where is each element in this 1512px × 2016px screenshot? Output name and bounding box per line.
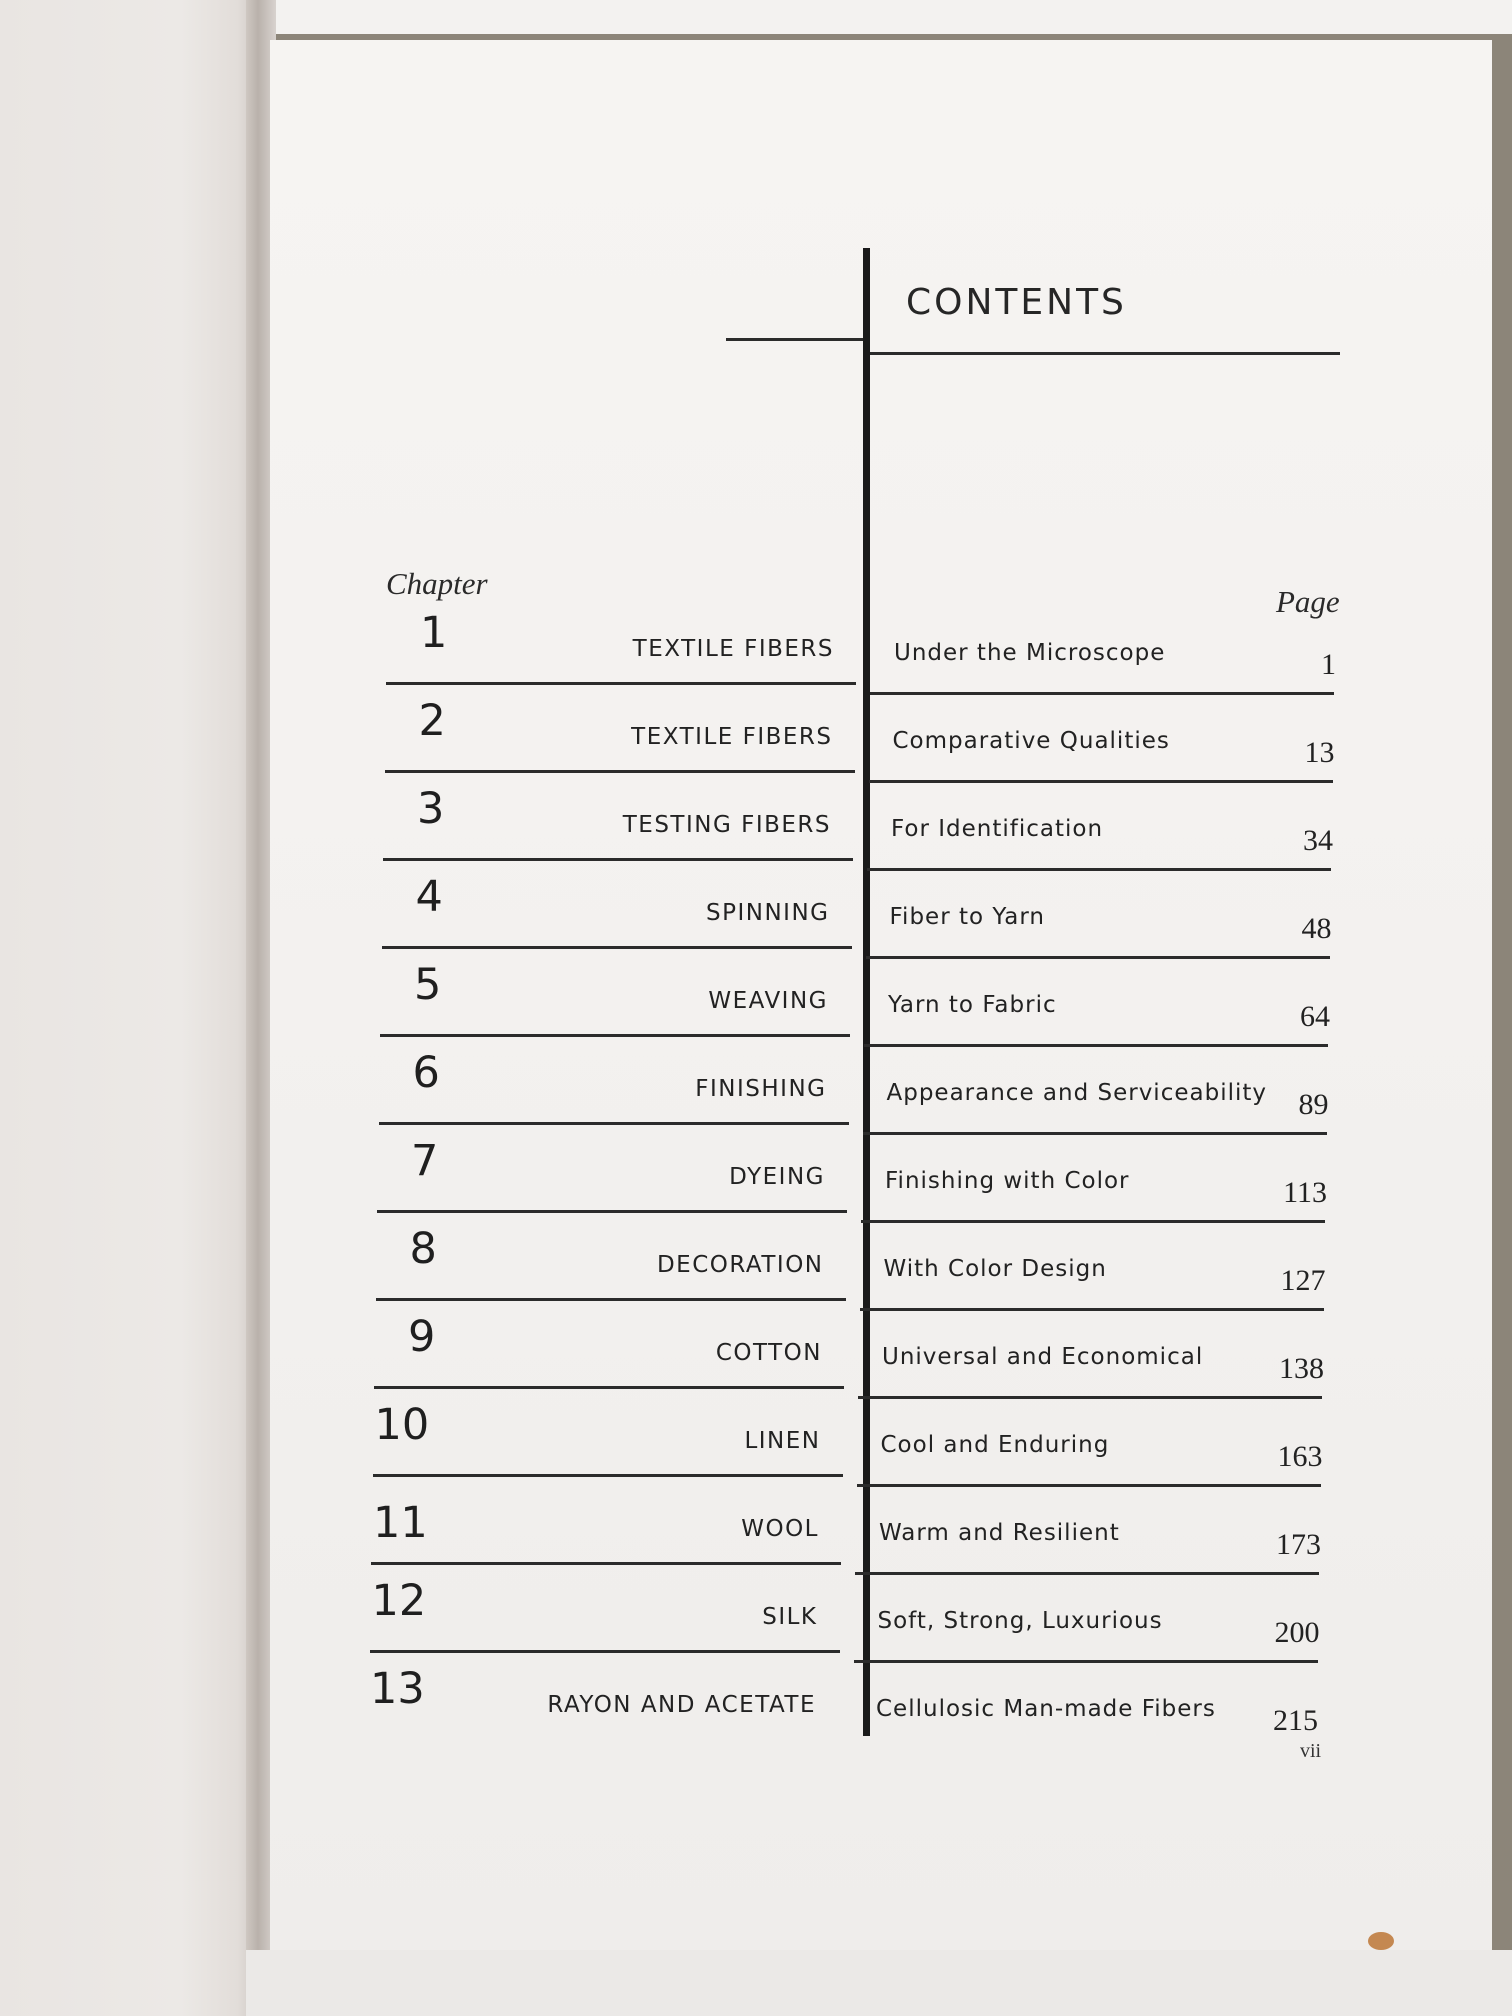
page-column-label: Page [1276, 584, 1340, 619]
row-rule-right [867, 868, 1331, 871]
chapter-subtitle: Comparative Qualities [892, 728, 1170, 754]
row-rule-right [870, 692, 1334, 695]
chapter-number: 8 [409, 1224, 437, 1274]
chapter-number: 7 [411, 1136, 439, 1186]
chapter-topic: LINEN [744, 1428, 821, 1454]
chapter-topic: WOOL [741, 1516, 819, 1542]
chapter-subtitle: Appearance and Serviceability [886, 1080, 1267, 1106]
chapter-topic: SILK [762, 1604, 818, 1630]
chapter-page-number: 138 [1279, 1352, 1324, 1385]
chapter-number: 11 [373, 1498, 428, 1548]
chapter-page-number: 64 [1300, 1000, 1330, 1033]
row-rule-right [861, 1220, 1325, 1223]
chapter-page-number: 48 [1301, 912, 1332, 945]
row-rule-left [382, 946, 852, 949]
row-rule-left [385, 770, 855, 773]
chapter-page-number: 34 [1303, 824, 1333, 857]
folio-number: vii [1300, 1740, 1322, 1762]
chapter-number: 3 [417, 784, 445, 834]
row-rule-right [866, 956, 1330, 959]
chapter-page-number: 13 [1304, 736, 1335, 769]
page-title: CONTENTS [906, 282, 1127, 323]
chapter-subtitle: Yarn to Fabric [888, 992, 1057, 1018]
chapter-number: 9 [408, 1312, 436, 1362]
chapter-page-number: 113 [1283, 1176, 1327, 1209]
chapter-topic: WEAVING [708, 988, 828, 1014]
row-rule-right [855, 1572, 1319, 1575]
heading-rule-right [870, 352, 1340, 355]
chapter-topic: FINISHING [695, 1076, 827, 1102]
row-rule-right [857, 1484, 1321, 1487]
chapter-subtitle: Soft, Strong, Luxurious [877, 1608, 1163, 1634]
chapter-number: 1 [420, 608, 448, 658]
chapter-subtitle: Fiber to Yarn [889, 904, 1045, 930]
row-rule-right [869, 780, 1333, 783]
chapter-page-number: 1 [1321, 648, 1336, 681]
chapter-subtitle: Warm and Resilient [879, 1520, 1120, 1546]
chapter-subtitle: With Color Design [883, 1256, 1107, 1282]
table-surface [246, 1950, 1512, 2016]
chapter-column-label: Chapter [386, 566, 488, 601]
chapter-subtitle: Cellulosic Man-made Fibers [876, 1696, 1216, 1722]
paper-stain [1368, 1932, 1394, 1950]
row-rule-left [380, 1034, 850, 1037]
row-rule-left [386, 682, 856, 685]
chapter-number: 13 [370, 1664, 425, 1714]
chapter-topic: TEXTILE FIBERS [631, 724, 833, 750]
center-divider [863, 248, 870, 1736]
chapter-number: 4 [415, 872, 443, 922]
chapter-number: 5 [414, 960, 442, 1010]
chapter-number: 2 [418, 696, 446, 746]
left-page [0, 0, 258, 2016]
row-rule-left [370, 1650, 840, 1653]
row-rule-left [374, 1386, 844, 1389]
chapter-subtitle: For Identification [891, 816, 1104, 842]
chapter-topic: RAYON AND ACETATE [547, 1692, 816, 1718]
chapter-page-number: 173 [1276, 1528, 1321, 1561]
row-rule-right [864, 1044, 1328, 1047]
row-rule-left [376, 1298, 846, 1301]
chapter-subtitle: Finishing with Color [885, 1168, 1130, 1194]
chapter-subtitle: Cool and Enduring [880, 1432, 1110, 1458]
chapter-number: 12 [371, 1576, 427, 1626]
row-rule-left [371, 1562, 841, 1565]
chapter-subtitle: Under the Microscope [894, 640, 1166, 666]
chapter-topic: COTTON [715, 1340, 822, 1366]
chapter-topic: DECORATION [656, 1252, 824, 1278]
row-rule-right [854, 1660, 1318, 1663]
row-rule-left [377, 1210, 847, 1213]
chapter-topic: TESTING FIBERS [622, 812, 831, 838]
chapter-topic: TEXTILE FIBERS [632, 636, 834, 662]
chapter-topic: DYEING [729, 1164, 825, 1190]
row-rule-right [858, 1396, 1322, 1399]
chapter-page-number: 89 [1298, 1088, 1329, 1121]
row-rule-left [383, 858, 853, 861]
chapter-page-number: 127 [1280, 1264, 1326, 1297]
row-rule-left [379, 1122, 849, 1125]
heading-rule-left [726, 338, 866, 341]
row-rule-right [863, 1132, 1327, 1135]
chapter-topic: SPINNING [706, 900, 830, 926]
chapter-page-number: 200 [1274, 1616, 1320, 1649]
row-rule-right [860, 1308, 1324, 1311]
chapter-page-number: 215 [1273, 1704, 1318, 1737]
chapter-subtitle: Universal and Economical [882, 1344, 1204, 1370]
row-rule-left [373, 1474, 843, 1477]
chapter-number: 10 [374, 1400, 430, 1450]
chapter-page-number: 163 [1277, 1440, 1323, 1473]
chapter-number: 6 [412, 1048, 440, 1098]
